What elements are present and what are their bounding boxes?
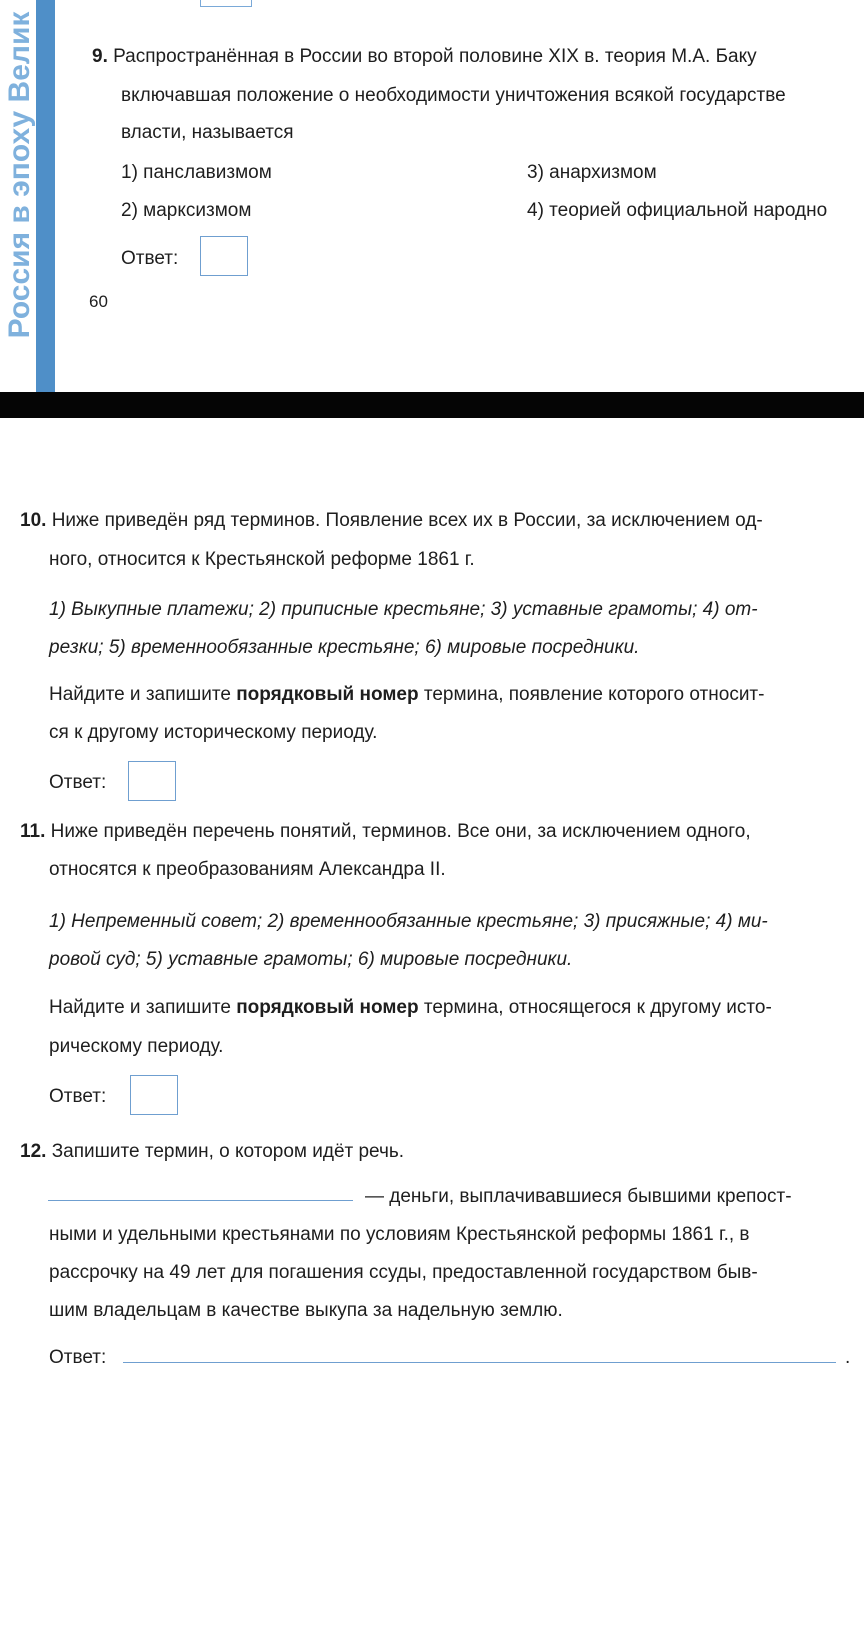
q10-terms-line2: резки; 5) временнообязанные крестьяне; 6) мировые посредники.	[49, 637, 640, 658]
q9-option-1: 1) панславизмом	[121, 162, 272, 183]
q12-def-line2: ными и удельными крестьянами по условиям Крестьянской реформы 1861 г., в	[49, 1224, 750, 1245]
q12-answer-label: Ответ:	[49, 1347, 107, 1368]
q9-answer-box[interactable]	[200, 236, 248, 276]
q10-line1	[20, 509, 763, 533]
sidebar-title: Россия в эпоху Велик	[3, 11, 36, 339]
q9-line2: включавшая положение о необходимости уничтожения всякой государстве	[121, 85, 786, 106]
q9-option-2: 2) марксизмом	[121, 200, 252, 221]
q12-answer-period: .	[845, 1347, 851, 1368]
q11-number: 11.	[20, 821, 46, 842]
q12-answer-line[interactable]	[123, 1362, 836, 1363]
previous-answer-box	[200, 0, 252, 7]
q12-def-line4: шим владельцам в качестве выкупа за надельную землю.	[49, 1300, 563, 1321]
q11-task-post: термина, относящегося к другому исто-	[418, 997, 772, 1018]
q11-answer-label: Ответ:	[49, 1086, 107, 1107]
q9-answer-label: Ответ:	[121, 248, 179, 269]
q10-task-pre: Найдите и запишите	[49, 684, 237, 705]
q9-option-3: 3) анархизмом	[527, 162, 657, 183]
q10-task-line1	[49, 683, 764, 707]
q10-line2: ного, относится к Крестьянской реформе 1861 г.	[49, 549, 475, 570]
q12-term-blank-line[interactable]	[48, 1200, 353, 1201]
q9-line1	[92, 45, 757, 69]
q9-option-4: 4) теорией официальной народно	[527, 200, 828, 221]
q10-answer-box[interactable]	[128, 761, 176, 801]
q12-def-line1: — деньги, выплачивавшиеся бывшими крепост-	[365, 1186, 792, 1207]
q11-task-line2: рическому периоду.	[49, 1036, 224, 1057]
q12-line1	[20, 1140, 404, 1164]
q11-task-line1	[49, 996, 772, 1020]
q9-text1: Распространённая в России во второй половине XIX в. теория М.А. Баку	[113, 46, 757, 67]
q12-def-line3: рассрочку на 49 лет для погашения ссуды, предоставленной государством быв-	[49, 1262, 758, 1283]
q11-answer-box[interactable]	[130, 1075, 178, 1115]
q11-line2: относятся к преобразованиям Александра II.	[49, 859, 446, 880]
q10-task-line2: ся к другому историческому периоду.	[49, 722, 378, 743]
q10-terms-line1: 1) Выкупные платежи; 2) приписные крестьяне; 3) уставные грамоты; 4) от-	[49, 599, 758, 620]
q11-line1	[20, 820, 751, 844]
q10-task-post: термина, появление которого относит-	[418, 684, 765, 705]
q9-number: 9.	[92, 46, 108, 67]
q11-text1: Ниже приведён перечень понятий, терминов. Все они, за исключением одного,	[50, 821, 751, 842]
q12-number: 12.	[20, 1141, 47, 1162]
q10-text1: Ниже приведён ряд терминов. Появление всех их в России, за исключением од-	[51, 510, 763, 531]
q10-number: 10.	[20, 510, 47, 531]
q10-task-bold: порядковый номер	[236, 684, 419, 705]
q11-terms-line1: 1) Непременный совет; 2) временнообязанные крестьяне; 3) присяжные; 4) ми-	[49, 911, 768, 932]
q9-line3: власти, называется	[121, 122, 294, 143]
page-number: 60	[89, 292, 108, 311]
q11-terms-line2: ровой суд; 5) уставные грамоты; 6) мировые посредники.	[49, 949, 573, 970]
page-separator	[0, 392, 864, 418]
q11-task-pre: Найдите и запишите	[49, 997, 237, 1018]
q10-answer-label: Ответ:	[49, 772, 107, 793]
q11-task-bold: порядковый номер	[236, 997, 419, 1018]
q12-text1: Запишите термин, о котором идёт речь.	[51, 1141, 405, 1162]
